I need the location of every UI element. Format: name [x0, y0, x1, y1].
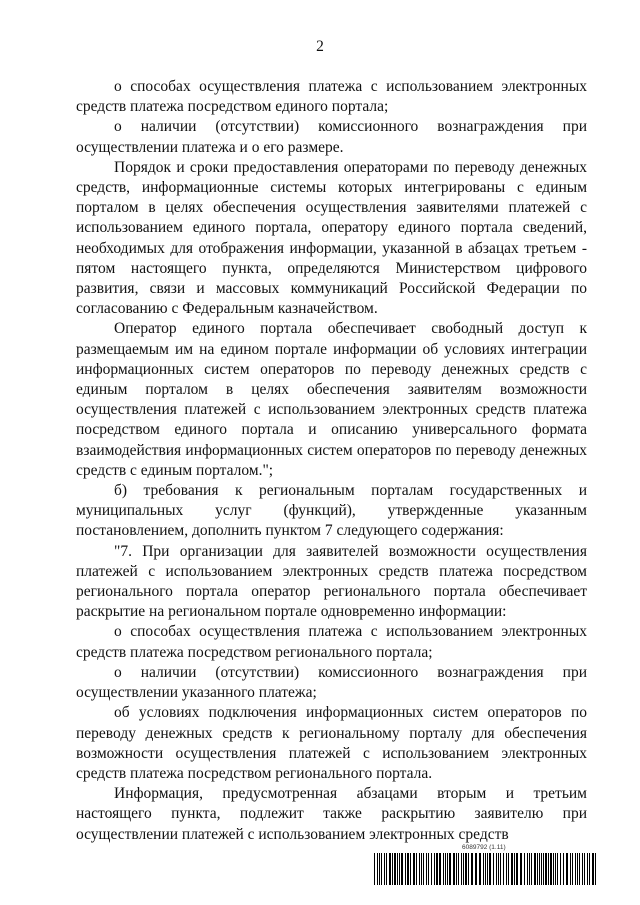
page-number: 2 [316, 38, 324, 55]
paragraph: Порядок и сроки предоставления операторами по переводу денежных средств, информационные системы которых интегрированы с единым порталом в целях обеспечения осуществления заявителями платежей с использованием единого портала, оператору единого портала сведений, необходимых для отображения информации, указанной в абзацах третьем - пятом настоящего пункта, определяются Министерством цифрового развития, связи и массовых коммуникаций Российской Федерации по согласованию с Федеральным казначейством. [76, 158, 587, 318]
paragraph: Оператор единого портала обеспечивает свободный доступ к размещаемым им на едином портале информации об условиях интеграции информационных систем операторов по переводу денежных средств с единым порталом в целях обеспечения заявителям возможности осуществления платежей с использованием электронных средств платежа посредством единого портала и описанию универсального формата взаимодействия информационных систем операторов по переводу денежных средств с единым порталом."; [76, 320, 587, 479]
paragraph: "7. При организации для заявителей возможности осуществления платежей с использованием электронных средств платежа посредством регионального портала оператор регионального портала обеспечивает раскрытие на региональном портале одновременно информации: [76, 542, 587, 621]
paragraph: о способах осуществления платежа с использованием электронных средств платежа посредством единого портала; [76, 78, 587, 116]
paragraph: б) требования к региональным порталам государственных и муниципальных услуг (функций), утвержденные указанным постановлением, дополнить пунктом 7 следующего содержания: [76, 482, 587, 540]
paragraph: о наличии (отсутствии) комиссионного вознаграждения при осуществлении указанного платежа; [76, 663, 587, 702]
paragraph: о наличии (отсутствии) комиссионного вознаграждения при осуществлении платежа и о его размере. [76, 118, 587, 156]
document-body [76, 77, 587, 845]
paragraph: о способах осуществления платежа с использованием электронных средств платежа посредством регионального портала; [76, 623, 587, 661]
paragraph: об условиях подключения информационных систем операторов по переводу денежных средств к региональному порталу для обеспечения возможности осуществления платежей с использованием электронных средств платежа посредством регионального портала. [76, 704, 587, 782]
paragraph: Информация, предусмотренная абзацами вторым и третьим настоящего пункта, подлежит также раскрытию заявителю при осуществлении платежей с использованием электронных средств [76, 785, 587, 843]
document-code: 6089792 (1.11) [462, 844, 506, 851]
barcode [374, 853, 596, 885]
